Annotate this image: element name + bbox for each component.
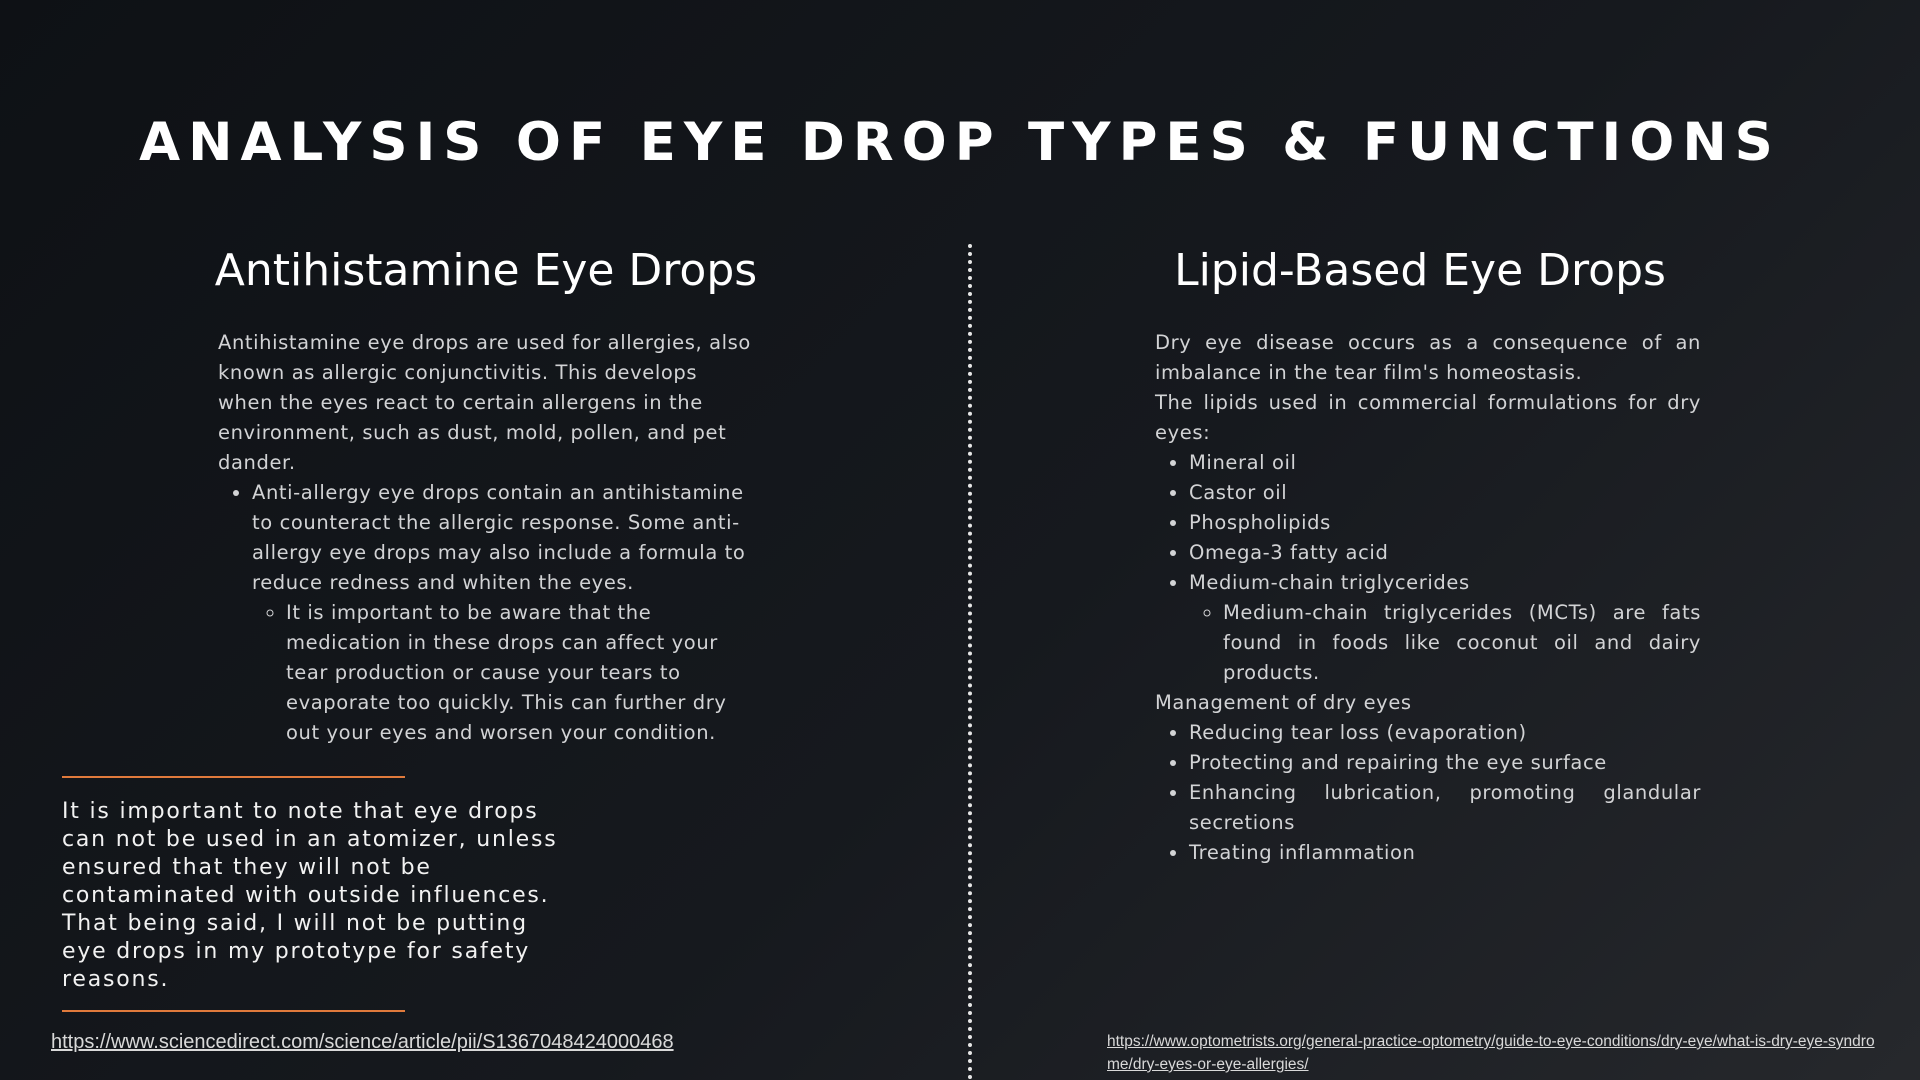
- antihistamine-bullet: Anti-allergy eye drops contain an antihistamine to counteract the allergic response. Some anti-allergy eye drops may also include a formula to reduce redness and whiten the eyes.: [252, 481, 746, 594]
- list-item: [286, 598, 758, 748]
- list-item: [252, 478, 758, 748]
- list-item: • Treating inflammation: [1189, 838, 1701, 868]
- safety-note: It is important to note that eye drops can not be used in an atomizer, unless ensured that they will not be contaminated with outside influences. That being said, I will not be putting eye drops in my prototype for safety reasons.: [62, 799, 558, 992]
- list-item: • Castor oil: [1189, 478, 1701, 508]
- list-item: • Protecting and repairing the eye surface: [1189, 748, 1701, 778]
- list-item: • Enhancing lubrication, promoting glandular secretions: [1189, 778, 1701, 838]
- lipid-section: [1155, 328, 1701, 868]
- antihistamine-list: [218, 478, 758, 748]
- management-heading: Management of dry eyes: [1155, 691, 1412, 714]
- lipid-intro-2: The lipids used in commercial formulations for dry eyes:: [1155, 391, 1701, 444]
- page-title: ANALYSIS OF EYE DROP TYPES & FUNCTIONS: [139, 112, 1781, 173]
- lipid-heading: Lipid-Based Eye Drops: [1174, 245, 1666, 296]
- antihistamine-sublist: [252, 598, 758, 748]
- column-divider: [968, 244, 972, 1080]
- list-item: • Phospholipids: [1189, 508, 1701, 538]
- lipid-list: [1155, 448, 1701, 688]
- list-item: • Omega-3 fatty acid: [1189, 538, 1701, 568]
- management-list: [1155, 718, 1701, 868]
- mct-sublist: [1189, 598, 1701, 688]
- lipid-intro-1: Dry eye disease occurs as a consequence of an imbalance in the tear film's homeostasis.: [1155, 331, 1701, 384]
- antihistamine-section: [218, 328, 758, 748]
- list-item: • Mineral oil: [1189, 448, 1701, 478]
- list-item: ◦ Medium-chain triglycerides (MCTs) are fats found in foods like coconut oil and dairy products.: [1223, 598, 1701, 688]
- antihistamine-sub-bullet: It is important to be aware that the medication in these drops can affect your tear production or cause your tears to evaporate too quickly. This can further dry out your eyes and worsen your condition.: [286, 601, 727, 744]
- antihistamine-intro: Antihistamine eye drops are used for allergies, also known as allergic conjunctivitis. This develops when the eyes react to certain allergens in the environment, such as dust, mold, pollen, and pet dander.: [218, 331, 751, 474]
- source-link-sciencedirect[interactable]: https://www.sciencedirect.com/science/article/pii/S1367048424000468: [51, 1031, 674, 1053]
- list-item: • Reducing tear loss (evaporation): [1189, 718, 1701, 748]
- note-bottom-rule: [62, 1010, 405, 1012]
- source-link-optometrists[interactable]: https://www.optometrists.org/general-practice-optometry/guide-to-eye-conditions/dry-eye/what-is-dry-eye-syndrome/dry-eyes-or-eye-allergies/: [1107, 1033, 1875, 1073]
- lipid-item-mct: Medium-chain triglycerides: [1189, 571, 1470, 594]
- note-top-rule: [62, 776, 405, 778]
- antihistamine-heading: Antihistamine Eye Drops: [214, 245, 758, 296]
- list-item: [1189, 568, 1701, 688]
